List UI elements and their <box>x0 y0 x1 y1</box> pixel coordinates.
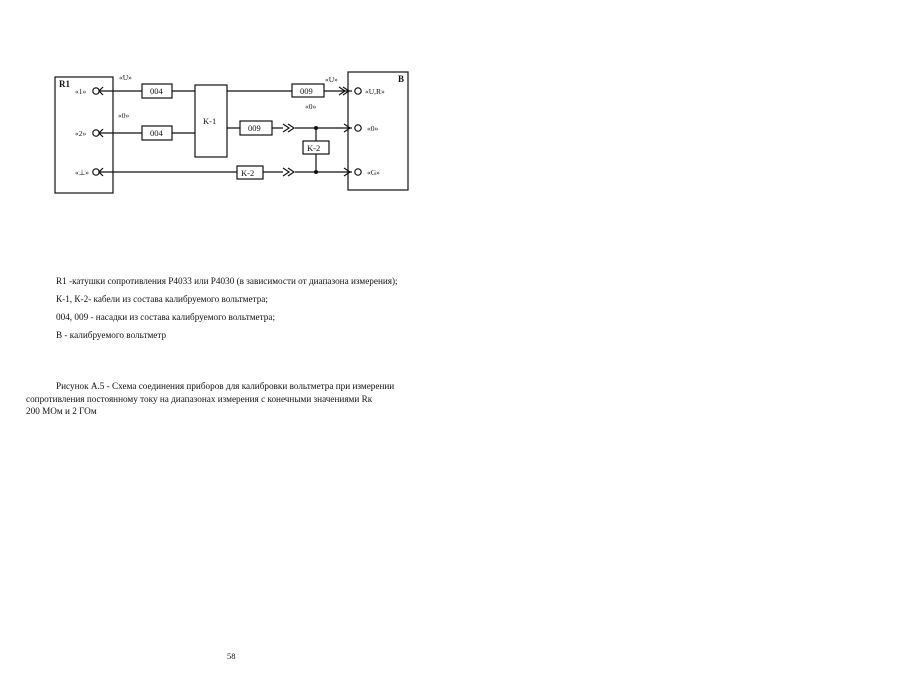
caption-line-3: 200 МОм и 2 ГОм <box>26 406 97 416</box>
junction-top <box>315 127 318 130</box>
label-r1: R1 <box>59 79 70 89</box>
label-b: B <box>398 74 405 84</box>
box-k2-vertical-label: K-2 <box>307 143 321 153</box>
box-k2-bottom-label: K-2 <box>241 168 255 178</box>
terminal-v-g-label: «G» <box>367 168 380 177</box>
wire-label-u-right: «U» <box>325 75 338 84</box>
figure-caption <box>26 380 456 418</box>
legend-item-voltmeter: В - калибруемого вольтметр <box>56 330 167 340</box>
legend-item-r1: R1 -катушки сопротивления Р4033 или Р4030 (в зависимости от диапазона измерения); <box>56 276 398 286</box>
box-009-middle-label: 009 <box>248 123 261 133</box>
junction-bottom <box>315 171 318 174</box>
terminal-r1-ground-label: «⊥» <box>75 168 90 177</box>
wire-label-0-middle: «0» <box>305 102 317 111</box>
terminal-v-0-label: «0» <box>367 124 379 133</box>
terminal-r1-1-label: «1» <box>75 87 87 96</box>
box-004-top-label: 004 <box>150 86 163 96</box>
box-k1-label: K-1 <box>203 116 217 126</box>
terminal-v-ur-circle <box>355 88 361 94</box>
terminal-v-0-circle <box>355 125 361 131</box>
terminal-v-g-circle <box>355 169 361 175</box>
wire-label-u-left: «U» <box>119 73 132 82</box>
connector-arrow-middle <box>283 124 294 132</box>
page-number: 58 <box>227 651 236 661</box>
terminal-r1-2-label: «2» <box>75 129 87 138</box>
connector-arrow-bottom <box>283 168 294 176</box>
terminal-v-ur-label: «U,R» <box>365 87 385 96</box>
box-004-bottom-label: 004 <box>150 128 163 138</box>
caption-line-1: Рисунок А.5 - Схема соединения приборов для калибровки вольтметра при измерении <box>56 381 395 391</box>
box-009-top-label: 009 <box>300 86 313 96</box>
caption-line-2: сопротивления постоянному току на диапазонах измерения с конечными значениями Rк <box>26 393 373 404</box>
legend-item-adapters: 004, 009 - насадки из состава калибруемого вольтметра; <box>56 312 275 322</box>
wire-label-0-left: «0» <box>118 111 130 120</box>
legend-item-cables: К-1, К-2- кабели из состава калибруемого вольтметра; <box>56 294 268 304</box>
